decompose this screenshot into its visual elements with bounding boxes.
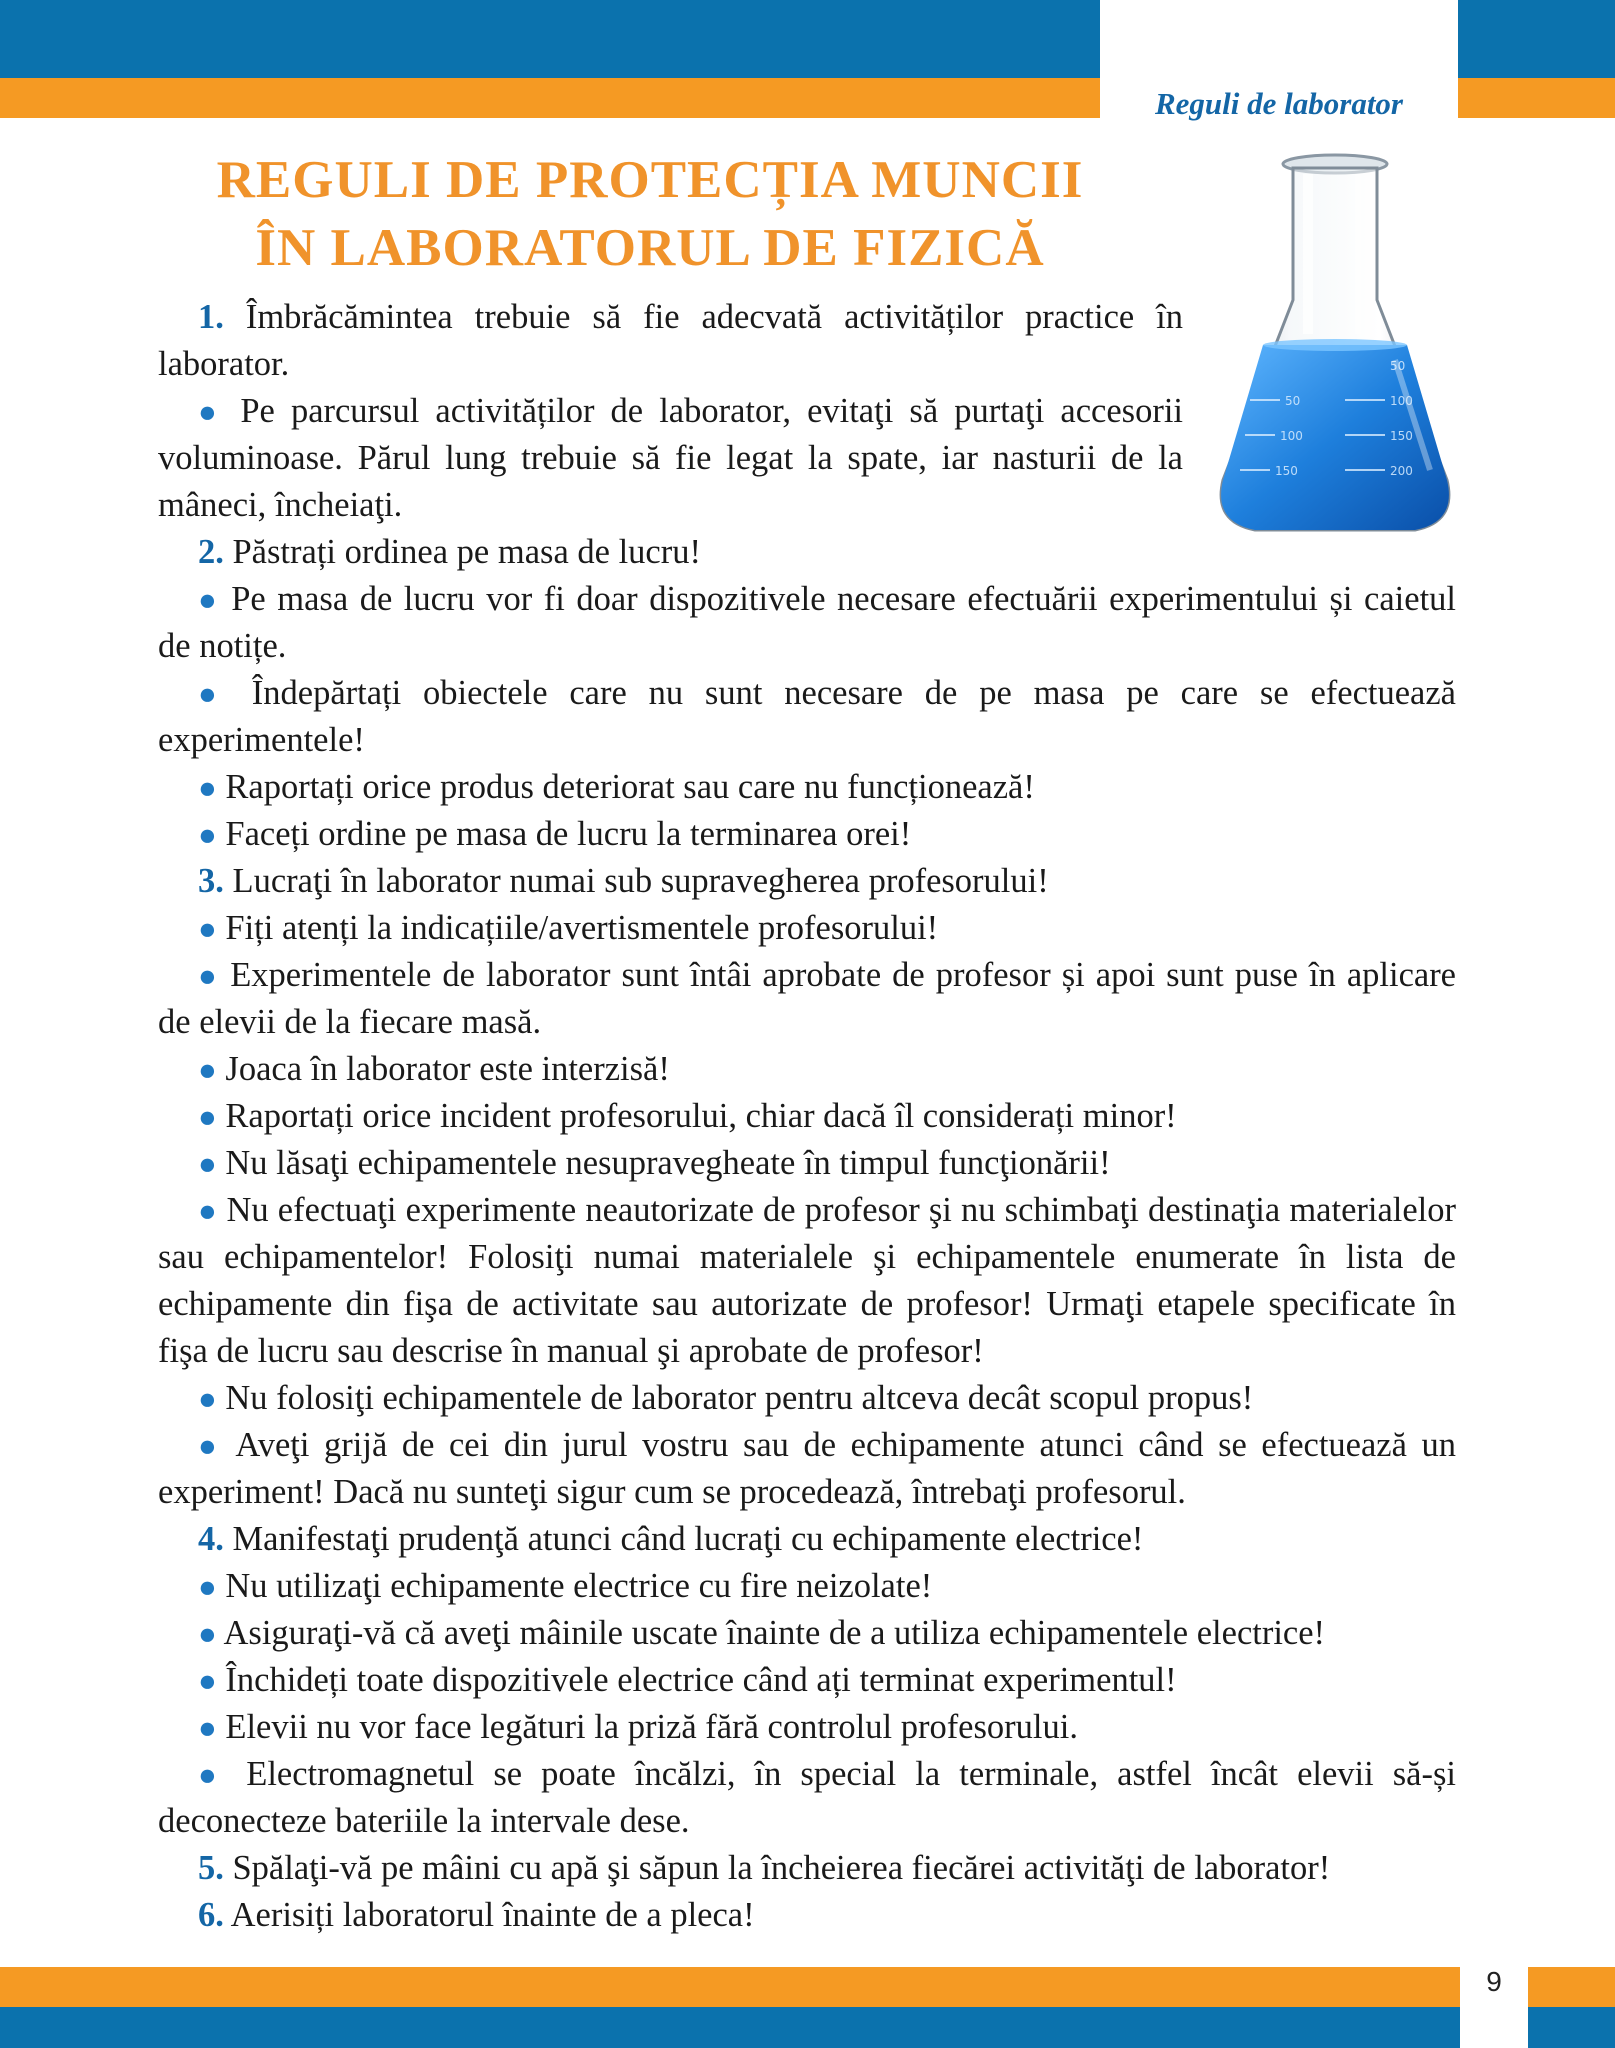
rule-item (158, 576, 1456, 670)
page-title-line-1: REGULI DE PROTECȚIA MUNCII (216, 151, 1084, 209)
bullet-icon: ● (198, 676, 230, 711)
rules-list (158, 294, 1458, 1939)
rule-item (158, 388, 1183, 529)
bullet-icon: ● (198, 1663, 217, 1698)
bullet-icon: ● (198, 1710, 217, 1745)
footer-band-orange (0, 1967, 1460, 2007)
bullet-icon: ● (198, 1381, 217, 1416)
rule-text: Spălaţi-vă pe mâini cu apă şi săpun la încheierea fiecărei activităţi de laborator! (232, 1849, 1331, 1887)
rule-item (158, 1610, 1456, 1657)
rule-number: 1. (198, 298, 224, 336)
rule-text: Joaca în laborator este interzisă! (225, 1050, 670, 1088)
rule-text: Fiți atenți la indicațiile/avertismentele profesorului! (225, 909, 939, 947)
footer-band-orange-right (1528, 1967, 1615, 2007)
flask-mark-5: 100 (1390, 394, 1413, 408)
rule-text: Raportați orice produs deteriorat sau care nu funcționează! (225, 768, 1035, 806)
rule-item (158, 294, 1183, 388)
rule-text: Elevii nu vor face legături la priză fără controlul profesorului. (225, 1708, 1078, 1746)
rule-text: Închideți toate dispozitivele electrice când ați terminat experimentul! (225, 1661, 1177, 1699)
rule-item (158, 1845, 1456, 1892)
bullet-icon: ● (198, 958, 220, 993)
flask-mark-4: 50 (1390, 359, 1406, 373)
rule-number: 2. (198, 533, 224, 571)
header-band-orange-right (1458, 78, 1615, 118)
footer-band-blue (0, 2007, 1460, 2048)
header-band-blue-right (1458, 0, 1615, 78)
bullet-icon: ● (198, 1099, 217, 1134)
bullet-icon: ● (198, 770, 217, 805)
rule-item (158, 905, 1456, 952)
rule-text: Faceți ordine pe masa de lucru la terminarea orei! (225, 815, 912, 853)
rule-text: Experimentele de laborator sunt întâi aprobate de profesor și apoi sunt puse în aplicare de elevii de la fiecare masă. (158, 956, 1456, 1041)
section-label: Reguli de laborator (1154, 86, 1403, 121)
rule-text: Electromagnetul se poate încălzi, în special la terminale, astfel încât elevii să-și deconecteze bateriile la intervale dese. (158, 1755, 1456, 1840)
bullet-icon: ● (198, 1193, 218, 1228)
rule-item (158, 858, 1456, 905)
flask-mark-1: 50 (1285, 394, 1301, 408)
rule-text: Nu utilizaţi echipamente electrice cu fire neizolate! (225, 1567, 933, 1605)
page-title (150, 146, 1150, 282)
footer-band-blue-right (1528, 2007, 1615, 2048)
rule-item (158, 1140, 1456, 1187)
rule-text: Asiguraţi-vă că aveţi mâinile uscate înainte de a utiliza echipamentele electrice! (223, 1614, 1326, 1652)
rule-text: Nu efectuaţi experimente neautorizate de profesor şi nu schimbaţi destinaţia materialelor sau echipamentelor! Folosiţi numai materialele şi echipamentele enumerate în lista de echipamente din fişa de activitate sau autorizate de profesor! Urmaţi etapele specificate în fişa de lucru sau descrise în manual şi aprobate de profesor! (158, 1191, 1456, 1370)
rule-item (158, 1516, 1456, 1563)
rule-item (158, 1751, 1456, 1845)
rule-item (158, 1046, 1456, 1093)
bullet-icon: ● (198, 1616, 217, 1651)
rule-text: Nu lăsaţi echipamentele nesupravegheate în timpul funcţionării! (225, 1144, 1111, 1182)
rule-text: Manifestaţi prudenţă atunci când lucraţi cu echipamente electrice! (232, 1520, 1144, 1558)
rule-item (158, 1375, 1456, 1422)
header-band-blue (0, 0, 1100, 78)
rule-text: Îndepărtați obiectele care nu sunt necesare de pe masa pe care se efectuează experimentele! (158, 674, 1456, 759)
rule-number: 5. (198, 1849, 224, 1887)
bullet-icon: ● (198, 1146, 217, 1181)
rule-text: Nu folosiţi echipamentele de laborator pentru altceva decât scopul propus! (225, 1379, 1254, 1417)
rule-number: 4. (198, 1520, 224, 1558)
bullet-icon: ● (198, 817, 217, 852)
rule-text: Aerisiți laboratorul înainte de a pleca! (230, 1896, 755, 1934)
rule-item (158, 1704, 1456, 1751)
rule-text: Raportați orice incident profesorului, chiar dacă îl considerați minor! (225, 1097, 1177, 1135)
rule-item (158, 1892, 1456, 1939)
rule-item (158, 670, 1456, 764)
rule-text: Lucraţi în laborator numai sub supravegherea profesorului! (232, 862, 1049, 900)
rule-item (158, 952, 1456, 1046)
bullet-icon: ● (198, 1757, 228, 1792)
rule-item (158, 1093, 1456, 1140)
rule-text: Pe masa de lucru vor fi doar dispozitivele necesare efectuării experimentului și caietul de notițe. (158, 580, 1456, 665)
flask-mark-6: 150 (1390, 429, 1413, 443)
rule-item (158, 1657, 1456, 1704)
bullet-icon: ● (198, 1428, 223, 1463)
rule-text: Îmbrăcămintea trebuie să fie adecvată activităților practice în laborator. (158, 298, 1184, 383)
rule-item (158, 1422, 1456, 1516)
rule-text: Păstrați ordinea pe masa de lucru! (232, 533, 701, 571)
rule-item (158, 764, 1456, 811)
page-title-line-2: ÎN LABORATORUL DE FIZICĂ (255, 219, 1045, 277)
rule-number: 6. (198, 1896, 224, 1934)
header-band-orange (0, 78, 1100, 118)
rule-item (158, 811, 1456, 858)
flask-mark-3: 150 (1275, 464, 1298, 478)
rule-number: 3. (198, 862, 224, 900)
bullet-icon: ● (198, 582, 220, 617)
rule-text: Aveţi grijă de cei din jurul vostru sau de echipamente atunci când se efectuează un experiment! Dacă nu sunteţi sigur cum se procedează, întrebaţi profesorul. (158, 1426, 1456, 1511)
bullet-icon: ● (198, 911, 217, 946)
rule-text: Pe parcursul activităților de laborator, evitaţi să purtaţi accesorii voluminoase. Părul lung trebuie să fie legat la spate, iar nasturii de la mâneci, încheiaţi. (158, 392, 1183, 524)
page-number: 9 (1486, 1966, 1502, 1997)
flask-mark-7: 200 (1390, 464, 1413, 478)
rule-item (158, 529, 1183, 576)
bullet-icon: ● (198, 394, 225, 429)
bullet-icon: ● (198, 1052, 217, 1087)
flask-mark-2: 100 (1280, 429, 1303, 443)
rule-item (158, 1563, 1456, 1610)
rule-item (158, 1187, 1456, 1375)
bullet-icon: ● (198, 1569, 217, 1604)
